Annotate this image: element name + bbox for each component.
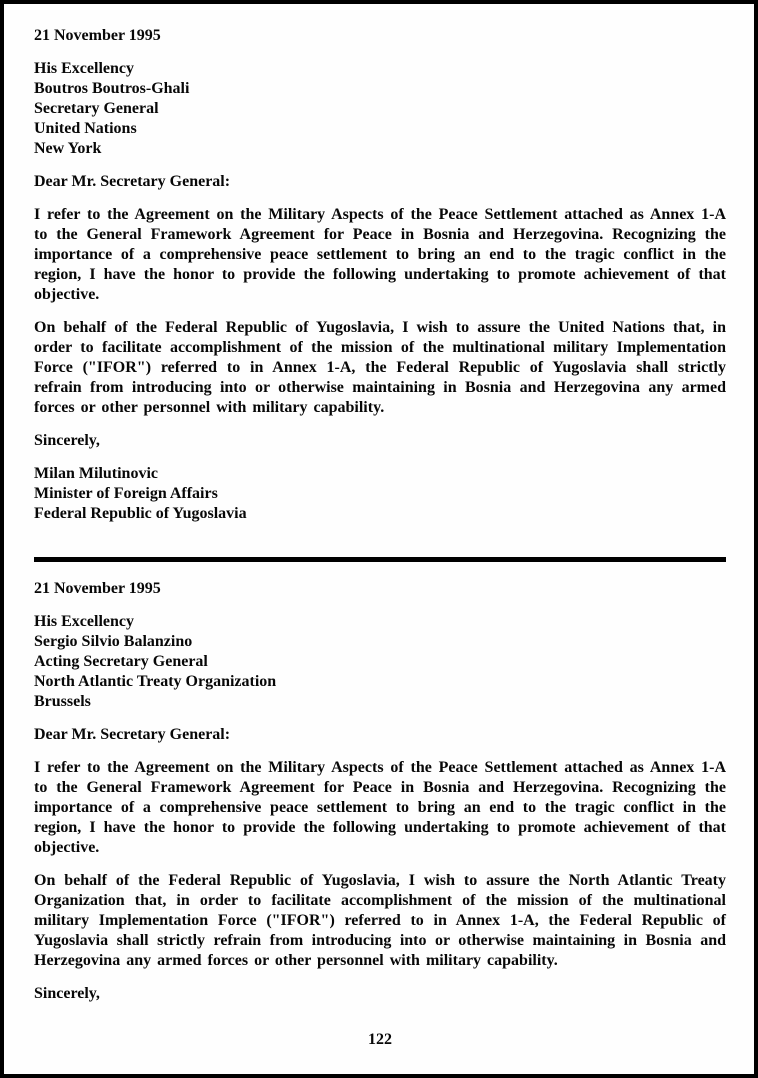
address-line: Sergio Silvio Balanzino <box>34 633 193 650</box>
letter-united-nations <box>34 26 726 537</box>
body-paragraph: On behalf of the Federal Republic of Yugoslavia, I wish to assure the United Nations that, in order to facilitate accomplishment of the mission of the multinational military Implementation Force ("IFOR") referred to in Annex 1-A, the Federal Republic of Yugoslavia shall strictly refrain from introducing into or otherwise maintaining in Bosnia and Herzegovina any armed forces or other personnel with military capability. <box>34 319 726 416</box>
salutation: Dear Mr. Secretary General: <box>34 173 231 190</box>
recipient-address-block <box>34 59 726 159</box>
closing: Sincerely, <box>34 432 100 449</box>
signature-line: Milan Milutinovic <box>34 465 158 482</box>
section-divider <box>34 557 726 562</box>
address-line: United Nations <box>34 120 137 137</box>
recipient-address-block <box>34 612 726 712</box>
page-number: 122 <box>368 1031 392 1048</box>
address-line: Acting Secretary General <box>34 653 208 670</box>
signature-block <box>34 464 726 524</box>
letter-date: 21 November 1995 <box>34 580 161 597</box>
address-line: New York <box>34 140 102 157</box>
signature-line: Federal Republic of Yugoslavia <box>34 505 247 522</box>
closing: Sincerely, <box>34 985 100 1002</box>
signature-line: Minister of Foreign Affairs <box>34 485 218 502</box>
address-line: Secretary General <box>34 100 159 117</box>
body-paragraph: I refer to the Agreement on the Military Aspects of the Peace Settlement attached as Annex 1-A to the General Framework Agreement for Peace in Bosnia and Herzegovina. Recognizing the importance of a comprehensive peace settlement to bring an end to the tragic conflict in the region, I have the honor to provide the following undertaking to promote achievement of that objective. <box>34 759 726 856</box>
address-line: Brussels <box>34 693 91 710</box>
letter-date: 21 November 1995 <box>34 27 161 44</box>
body-paragraph: I refer to the Agreement on the Military Aspects of the Peace Settlement attached as Annex 1-A to the General Framework Agreement for Peace in Bosnia and Herzegovina. Recognizing the importance of a comprehensive peace settlement to bring an end to the tragic conflict in the region, I have the honor to provide the following undertaking to promote achievement of that objective. <box>34 206 726 303</box>
letter-nato <box>34 579 726 1017</box>
address-line: North Atlantic Treaty Organization <box>34 673 277 690</box>
salutation: Dear Mr. Secretary General: <box>34 726 231 743</box>
body-paragraph: On behalf of the Federal Republic of Yugoslavia, I wish to assure the North Atlantic Treaty Organization that, in order to facilitate accomplishment of the mission of the multinational military Implementation Force ("IFOR") referred to in Annex 1-A, the Federal Republic of Yugoslavia shall strictly refrain from introducing into or otherwise maintaining in Bosnia and Herzegovina any armed forces or other personnel with military capability. <box>34 872 726 969</box>
address-line: His Excellency <box>34 613 134 630</box>
address-line: His Excellency <box>34 60 134 77</box>
address-line: Boutros Boutros-Ghali <box>34 80 190 97</box>
